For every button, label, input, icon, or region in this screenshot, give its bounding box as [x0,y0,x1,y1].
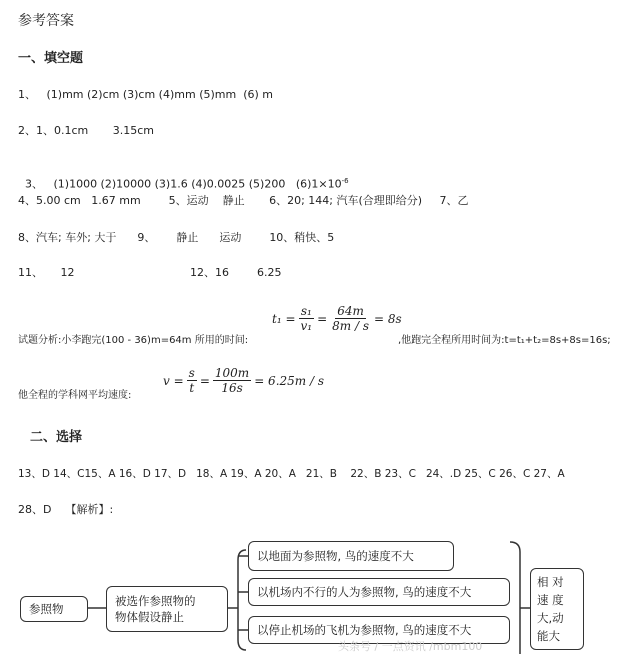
answer-q28: 28、D 【解析】: [18,503,114,516]
formula1-rhs: = 8s [374,311,402,326]
answer-q8-10: 8、汽车; 车外; 大于 9、 静止 运动 10、稍快、5 [18,231,335,244]
formula2-den2: 16s [221,381,243,395]
formula1-num2: 64m [337,304,364,318]
formula2-num2: 100m [214,366,250,380]
formula1-num1: s₁ [300,304,312,318]
answer-q1: 1、 (1)mm (2)cm (3)cm (4)mm (5)mm (6) m [18,88,273,101]
formula1-eq: = [317,311,328,326]
choice-answers: 13、D 14、C15、A 16、D 17、D 18、A 19、A 20、A 21、B 22、B 23、C 24、.D 25、C 26、C 27、A [18,468,565,480]
answer-q4-7: 4、5.00 cm 1.67 mm 5、运动 静止 6、20; 144; 汽车(合理即给分) 7、乙 [18,194,469,207]
diagram-branch-1: 以地面为参照物, 鸟的速度不大 [248,541,454,571]
diagram-mid: 被选作参照物的 物体假设静止 [106,586,228,632]
page-title: 参考答案 [18,13,74,29]
formula2-eq: = [199,373,210,388]
analysis-text: 试题分析:小李跑完(100 - 36)m=64m 所用的时间: [18,335,249,346]
answer-q2: 2、1、0.1cm 3.15cm [18,124,154,137]
formula1-den2: 8m / s [332,319,370,333]
answer-q3-exponent: -6 [341,177,349,185]
answer-q3-text: 3、 (1)1000 (2)10000 (3)1.6 (4)0.0025 (5)200 (6)1×10 [25,177,342,191]
speed-text: 他全程的学科网平均速度: [18,390,132,401]
watermark: 头条号 / 一点资讯 /mbm100 [338,640,483,653]
diagram-root: 参照物 [20,596,88,622]
diagram-result: 相 对 速 度 大,动 能大 [530,568,584,650]
formula2-rhs: = 6.25m / s [254,373,324,388]
answer-q11: 11、 12 [18,266,75,279]
answer-q12: 12、16 6.25 [190,266,282,279]
diagram-branch-3: 以停止机场的飞机为参照物, 鸟的速度不大 [248,616,510,644]
diagram-branch-2: 以机场内不行的人为参照物, 鸟的速度不大 [248,578,510,606]
formula2-num1: s [188,366,195,380]
section-choice: 二、选择 [30,430,83,445]
formula1-den1: v₁ [300,319,313,333]
formula2-lhs: v = [163,373,184,388]
formula1-lhs: t₁ = [272,311,296,326]
section-fill-blank: 一、填空题 [18,51,84,66]
analysis-text-end: ,他跑完全程所用时间为:t=t₁+t₂=8s+8s=16s; [398,335,611,346]
formula2-den1: t [189,381,195,395]
